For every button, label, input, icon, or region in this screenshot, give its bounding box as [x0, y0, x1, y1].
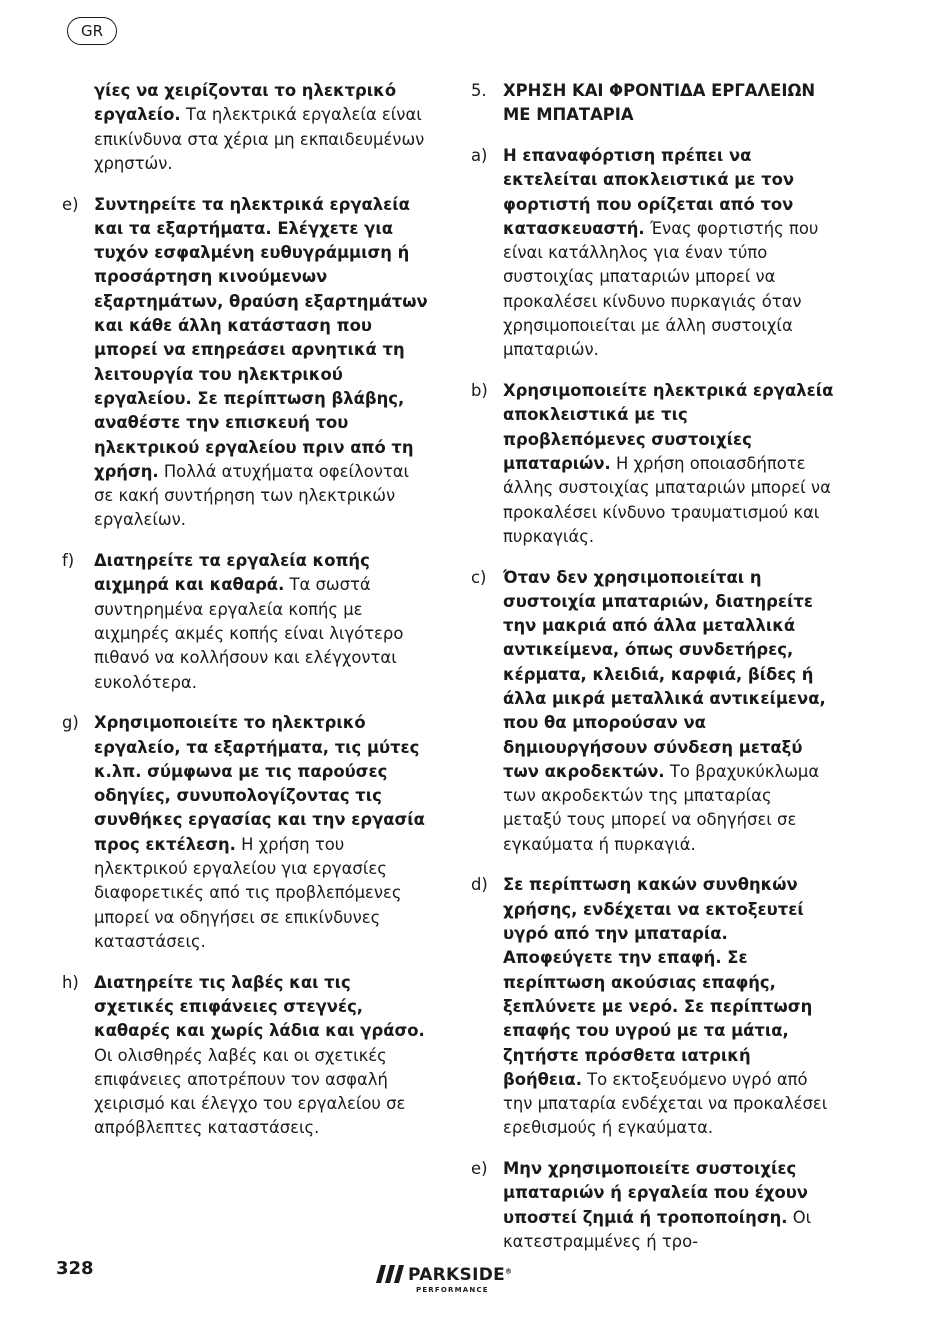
- list-item-c: [465, 566, 835, 858]
- list-item-a: [465, 144, 835, 363]
- continuation-bold: γίες να χειρίζονται το ηλεκτρικό εργαλείο.: [94, 81, 397, 125]
- item-text: Η χρήση οποιασδήποτε άλλης συστοιχίας μπαταριών μπορεί να προκαλέσει κίνδυνο τραυματισμού και πυρκαγιάς.: [503, 453, 831, 546]
- list-item-b: [465, 379, 835, 549]
- continuation-text: Τα ηλεκτρικά εργαλεία είναι επικίνδυνα στα χέρια μη εκπαιδευμένων χρηστών.: [94, 105, 425, 173]
- logo-registered-mark: ®: [505, 1267, 513, 1276]
- item-text: Τα σωστά συντηρημένα εργαλεία κοπής με αιχμηρές ακμές κοπής είναι λιγότερο πιθανό να κολλήσουν και ελέγχονται ευκολότερα.: [94, 575, 404, 692]
- parkside-logo: [372, 1265, 522, 1299]
- list-marker: g): [62, 713, 79, 733]
- item-bold-text: Όταν δεν χρησιμοποιείται η συστοιχία μπαταριών, διατηρείτε την μακριά από άλλα μεταλλικά αντικείμενα, όπως συνδετήρες, κέρματα, κλειδιά, καρφιά, βίδες ή άλλα μικρά μεταλλικά αντικείμενα, που θα μπορούσαν να δημιουργήσουν σύνδεση μεταξύ των ακροδεκτών.: [503, 567, 826, 781]
- section-heading: [465, 79, 835, 128]
- list-marker: e): [471, 1159, 488, 1179]
- logo-subtitle: PERFORMANCE: [416, 1286, 489, 1294]
- logo-brand-text: PARKSIDE: [408, 1265, 506, 1285]
- list-marker: d): [471, 875, 488, 895]
- item-bold-text: Χρησιμοποιείτε το ηλεκτρικό εργαλείο, τα εξαρτήματα, τις μύτες κ.λπ. σύμφωνα με τις παρούσες οδηγίες, συνυπολογίζοντας τις συνθήκες εργασίας και την εργασία προς εκτέλεση.: [94, 713, 425, 854]
- list-item-e-right: [465, 1157, 835, 1254]
- item-bold-text: Η επαναφόρτιση πρέπει να εκτελείται αποκλειστικά με τον φορτιστή που ορίζεται από τον κατασκευαστή.: [503, 145, 795, 238]
- left-column: [56, 79, 428, 1143]
- continuation-paragraph: [56, 79, 428, 176]
- item-text: Η χρήση του ηλεκτρικού εργαλείου για εργασίες διαφορετικές από τις προβλεπόμενες μπορεί να οδηγήσει σε επικίνδυνες καταστάσεις.: [94, 834, 402, 951]
- logo-brand: [408, 1265, 512, 1285]
- item-bold-text: Χρησιμοποιείτε ηλεκτρικά εργαλεία αποκλειστικά με τις προβλεπόμενες συστοιχίες μπαταριών.: [503, 381, 834, 473]
- item-bold-text: Συντηρείτε τα ηλεκτρικά εργαλεία και τα εξαρτήματα. Ελέγχετε για τυχόν εσφαλμένη ευθυγράμμιση ή προσάρτηση κινούμενων εξαρτημάτων, θραύση εξαρτημάτων και κάθε άλλη κατάσταση που μπορεί να επηρεάσει αρνητικά τη λειτουργία του ηλεκτρικού εργαλείου. Σε περίπτωση βλάβης, αναθέστε την επισκευή του ηλεκτρικού εργαλείου πριν από τη χρήση.: [94, 194, 428, 481]
- list-item-e-left: [56, 193, 428, 533]
- item-text: Οι κατεστραμμένες ή τρο-: [503, 1207, 812, 1252]
- item-text: Το βραχυκύκλωμα των ακροδεκτών της μπαταρίας μεταξύ τους μπορεί να οδηγήσει σε εγκαύματα ή πυρκαγιά.: [503, 761, 820, 854]
- section-title: ΧΡΗΣΗ ΚΑΙ ΦΡΟΝΤΙΔΑ ΕΡΓΑΛΕΙΩΝ ΜΕ ΜΠΑΤΑΡΙΑ: [503, 81, 816, 125]
- list-item-d: [465, 873, 835, 1140]
- page-number: 328: [56, 1258, 94, 1279]
- item-bold-text: Διατηρείτε τις λαβές και τις σχετικές επιφάνειες στεγνές, καθαρές και χωρίς λάδια και γράσο.: [94, 972, 425, 1041]
- list-item-f: [56, 549, 428, 695]
- section-number: 5.: [471, 81, 487, 100]
- list-marker: f): [62, 551, 75, 571]
- list-marker: e): [62, 194, 79, 214]
- logo-slashes-icon: [376, 1265, 406, 1283]
- item-text: Πολλά ατυχήματα οφείλονται σε κακή συντήρηση των ηλεκτρικών εργαλείων.: [94, 461, 410, 530]
- item-text: Οι ολισθηρές λαβές και οι σχετικές επιφάνειες αποτρέπουν τον ασφαλή χειρισμό και έλεγχο του εργαλείου σε απρόβλεπτες καταστάσεις.: [94, 1045, 406, 1138]
- language-badge: GR: [67, 17, 117, 45]
- item-text: Ένας φορτιστής που είναι κατάλληλος για έναν τύπο συστοιχίας μπαταριών μπορεί να προκαλέσει κίνδυνο πυρκαγιάς όταν χρησιμοποιείται με άλλη συστοιχία μπαταριών.: [503, 218, 819, 360]
- right-column: [465, 79, 835, 1256]
- item-bold-text: Σε περίπτωση κακών συνθηκών χρήσης, ενδέχεται να εκτοξευτεί υγρό από την μπαταρία. Αποφεύγετε την επαφή. Σε περίπτωση ακούσιας επαφής, ξεπλύνετε με νερό. Σε περίπτωση επαφής του υγρού με τα μάτια, ζητήστε πρόσθετα ιατρική βοήθεια.: [503, 875, 813, 1089]
- list-item-g: [56, 711, 428, 954]
- list-marker: b): [471, 381, 488, 401]
- item-bold-text: Διατηρείτε τα εργαλεία κοπής αιχμηρά και καθαρά.: [94, 551, 370, 595]
- item-text: Το εκτοξευόμενο υγρό από την μπαταρία ενδέχεται να προκαλέσει ερεθισμούς ή εγκαύματα.: [503, 1069, 828, 1138]
- list-marker: h): [62, 972, 79, 992]
- list-item-h: [56, 971, 428, 1141]
- item-bold-text: Μην χρησιμοποιείτε συστοιχίες μπαταριών ή εργαλεία που έχουν υποστεί ζημιά ή τροποποίηση.: [503, 1159, 808, 1227]
- list-marker: a): [471, 145, 488, 165]
- list-marker: c): [471, 567, 487, 587]
